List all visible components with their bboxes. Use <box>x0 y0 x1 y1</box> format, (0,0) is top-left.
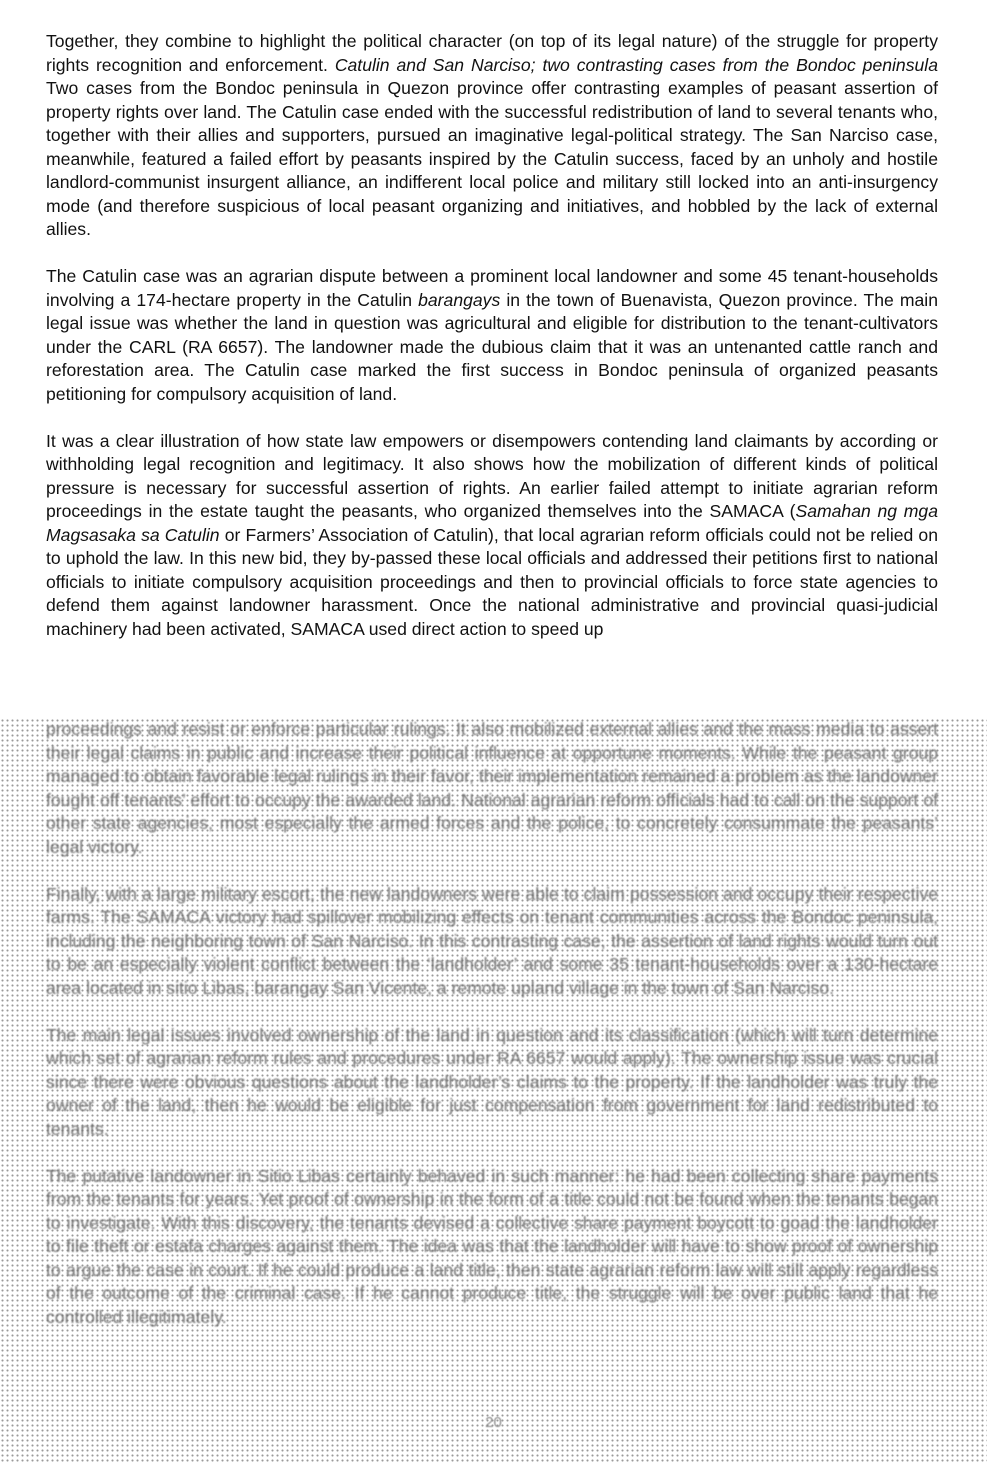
paragraph-3-part-3: or Farmers’ Association of Catulin), that local agrarian reform officials could not be relied on to uphold the law. In this new bid, they by-passed these local officials and addressed their petitions first to national officials to initiate compulsory acquisition proceedings and then to provincial officials to force state agencies to defend them against landowner harassment. Once the national administrative and provincial quasi-judicial machinery had been activated, SAMACA used direct action to speed up <box>46 524 938 639</box>
body-text-faded <box>46 718 938 1353</box>
faded-paragraph-2: Finally, with a large military escort, the new landowners were able to claim possession and occupy their respective farms. The SAMACA victory had spillover mobilizing effects on tenant communities across the Bondoc peninsula, including the neighboring town of San Narciso. In this contrasting case, the assertion of land rights would turn out to be an especially violent conflict between the ‘landholder’ and some 35 tenant-households over a 130-hectare area located in sitio Libas, barangay San Vicente, a remote upland village in the town of San Narciso. <box>46 883 938 998</box>
faded-paragraph-1: proceedings and resist or enforce particular rulings. It also mobilized external allies and the mass media to assert their legal claims in public and increase their political influence at opportune moments. While the peasant group managed to obtain favorable legal rulings in their favor, their implementation remained a problem as the landowner fought off tenants’ effort to occupy the awarded land. National agrarian reform officials had to call on the support of other state agencies, most especially the armed forces and the police, to concretely consummate the peasants’ legal victory. <box>46 719 938 857</box>
paragraph-1-part-3: Two cases from the Bondoc peninsula in Quezon province offer contrasting examples of peasant assertion of property rights over land. The Catulin case ended with the successful redistribution of land to several tenants who, together with their allies and supporters, pursued an imaginative legal-political strategy. The San Narciso case, meanwhile, featured a failed effort by peasants inspired by the Catulin success, faced by an unholy and hostile landlord-communist insurgent alliance, an indifferent local police and military still locked into an anti-insurgency mode (and therefore suspicious of local peasant organizing and initiatives, and hobbled by the lack of external allies. <box>46 78 938 239</box>
paragraph-2-part-3: in the town of Buenavista, Quezon province. The main legal issue was whether the land in question was agricultural and eligible for distribution to the tenant-cultivators under the CARL (RA 6657). The landowner made the dubious claim that it was an untenanted cattle ranch and reforestation area. The Catulin case marked the first success in Bondoc peninsula of organized peasants petitioning for compulsory acquisition of land. <box>46 289 938 404</box>
paragraph-1 <box>46 30 938 242</box>
italic-term-samaca: Samahan ng mga Magsasaka sa Catulin <box>46 501 938 545</box>
body-text-top <box>46 30 938 641</box>
italic-term-barangays: barangays <box>418 289 501 310</box>
section-heading-italic: Catulin and San Narciso; two contrasting cases from the Bondoc peninsula <box>334 54 938 75</box>
paragraph-3-part-1: It was a clear illustration of how state law empowers or disempowers contending land claimants by according or withholding legal recognition and legitimacy. It also shows how the mobilization of different kinds of political pressure is necessary for successful assertion of rights. An earlier failed attempt to initiate agrarian reform proceedings in the estate taught the peasants, who organized themselves into the SAMACA ( <box>46 430 938 521</box>
page-number: 20 <box>485 1414 502 1431</box>
paragraph-2 <box>46 265 938 406</box>
paragraph-3 <box>46 430 938 642</box>
faded-paragraph-3: The main legal issues involved ownership of the land in question and its classification (which will turn determine which set of agrarian reform rules and procedures under RA 6657 would apply). The ownership issue was crucial since there were obvious questions about the landholder’s claims to the property. If the landholder was truly the owner of the land, then he would be eligible for just compensation from government for land redistributed to tenants. <box>46 1024 938 1139</box>
paragraph-1-part-1: Together, they combine to highlight the political character (on top of its legal nature) of the struggle for property rights recognition and enforcement. <box>46 31 938 75</box>
paragraph-2-part-1: The Catulin case was an agrarian dispute between a prominent local landowner and some 45 tenant-households involving a 174-hectare property in the Catulin <box>46 266 938 310</box>
faded-paragraph-4: The putative landowner in Sitio Libas certainly behaved in such manner: he had been collecting share payments from the tenants for years. Yet proof of ownership in the form of a title could not be found when the tenants began to investigate. With this discovery, the tenants devised a collective share payment boycott to goad the landholder to file theft or estafa charges against them. The idea was that the landholder will have to show proof of ownership to argue the case in court. If he could produce a land title, then state agrarian reform law will still apply regardless of the outcome of the criminal case. If he cannot produce title, the struggle will be over public land that he controlled illegitimately. <box>46 1165 938 1327</box>
